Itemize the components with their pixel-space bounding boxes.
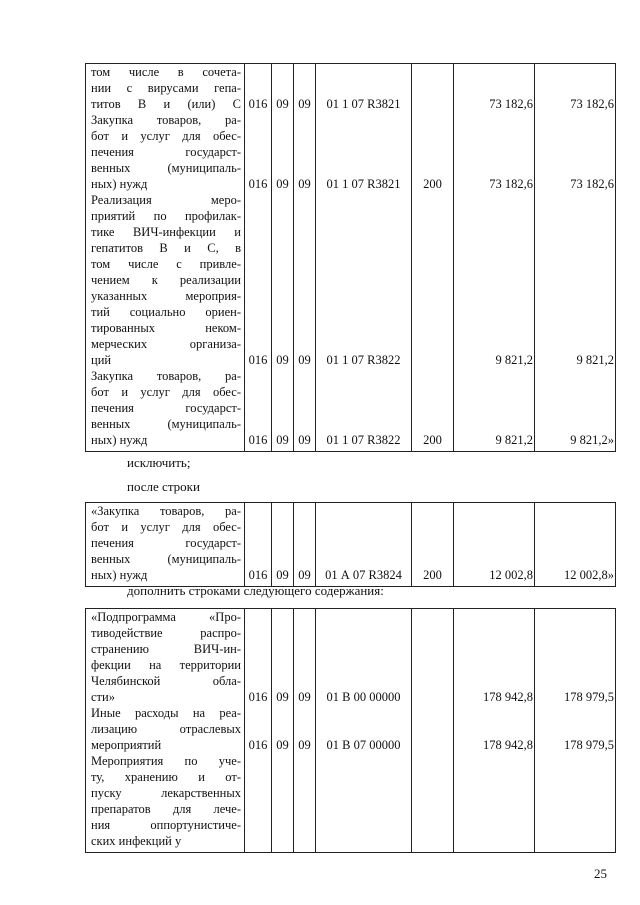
glava-cell (245, 64, 272, 452)
name-line: том числе с привле- (91, 257, 241, 271)
target-value: 01 В 00 00000 (326, 690, 401, 704)
target-value: 01 1 07 R3821 (326, 97, 401, 111)
target-value: 01 1 07 R3822 (326, 353, 401, 367)
after-row-text: после строки (127, 479, 200, 494)
target-value: 01 А 07 R3824 (325, 568, 402, 582)
subsection-value: 09 (298, 568, 311, 582)
section-value: 09 (276, 177, 289, 191)
sum1-value: 9 821,2 (495, 353, 533, 367)
name-line: печения государст- (91, 401, 241, 415)
target-cell (316, 609, 412, 853)
name-line: ций (91, 353, 112, 367)
subsection-value: 09 (298, 690, 311, 704)
glava-value: 016 (248, 353, 268, 367)
target-cell (316, 503, 412, 587)
section-cell (272, 609, 294, 853)
name-cell (86, 64, 245, 452)
budget-table-3 (85, 608, 616, 853)
sum2-cell (535, 503, 616, 587)
vr-cell (412, 609, 454, 853)
sum1-value: 9 821,2 (495, 433, 533, 447)
page-number: 25 (594, 866, 607, 881)
section-cell (272, 64, 294, 452)
subsection-value: 09 (298, 353, 311, 367)
sum2-cell (535, 64, 616, 452)
sum1-value: 12 002,8 (489, 568, 533, 582)
name-line: Мероприятия по уче- (91, 754, 241, 768)
name-line: бот и услуг для обес- (91, 520, 241, 534)
name-line: титов В и (или) С (91, 97, 241, 111)
sum2-value: 12 002,8» (564, 568, 614, 582)
glava-value: 016 (248, 738, 268, 752)
glava-value: 016 (248, 690, 268, 704)
sum2-value: 9 821,2 (576, 353, 614, 367)
name-line: бот и услуг для обес- (91, 129, 241, 143)
name-line: ту, хранению и от- (91, 770, 241, 784)
name-cell (86, 503, 245, 587)
sum1-cell (454, 503, 535, 587)
section-value: 09 (276, 738, 289, 752)
name-line: странению ВИЧ-ин- (91, 642, 241, 656)
sum1-value: 178 942,8 (483, 690, 533, 704)
name-line: указанных мероприя- (91, 289, 241, 303)
sum1-value: 73 182,6 (489, 177, 533, 191)
name-line: Закупка товаров, ра- (91, 113, 241, 127)
name-line: венных (муниципаль- (91, 417, 241, 431)
section-value: 09 (276, 97, 289, 111)
target-value: 01 1 07 R3821 (326, 177, 401, 191)
sum1-value: 178 942,8 (483, 738, 533, 752)
sum1-cell (454, 64, 535, 452)
target-value: 01 В 07 00000 (326, 738, 401, 752)
subsection-value: 09 (298, 177, 311, 191)
name-line: препаратов для лече- (91, 802, 241, 816)
name-line: чением к реализации (91, 273, 241, 287)
glava-value: 016 (248, 97, 268, 111)
glava-value: 016 (248, 177, 268, 191)
table-row (86, 503, 616, 587)
name-line: приятий по профилак- (91, 209, 241, 223)
name-line: печения государст- (91, 536, 241, 550)
table-row (86, 64, 616, 452)
name-line: «Закупка товаров, ра- (91, 504, 241, 518)
table-row (86, 609, 616, 853)
sum1-cell (454, 609, 535, 853)
sum2-cell (535, 609, 616, 853)
name-line: нии с вирусами гепа- (91, 81, 241, 95)
name-line: гепатитов В и С, в (91, 241, 241, 255)
name-line: бот и услуг для обес- (91, 385, 241, 399)
subsection-cell (294, 503, 316, 587)
name-line: мероприятий (91, 738, 162, 752)
sum2-value: 73 182,6 (570, 97, 614, 111)
sum2-value: 178 979,5 (564, 738, 614, 752)
sum1-value: 73 182,6 (489, 97, 533, 111)
section-value: 09 (276, 690, 289, 704)
section-value: 09 (276, 433, 289, 447)
vr-value: 200 (423, 177, 442, 191)
name-line: венных (муниципаль- (91, 161, 241, 175)
name-line: сти» (91, 690, 115, 704)
name-line: тиводействие распро- (91, 626, 241, 640)
section-value: 09 (276, 353, 289, 367)
name-line: венных (муниципаль- (91, 552, 241, 566)
name-line: тике ВИЧ-инфекции и (91, 225, 241, 239)
sum2-value: 73 182,6 (570, 177, 614, 191)
name-line: Иные расходы на реа- (91, 706, 241, 720)
name-line: ных) нужд (91, 177, 148, 191)
glava-cell (245, 503, 272, 587)
name-line: ния оппортунистиче- (91, 818, 241, 832)
name-line: печения государст- (91, 145, 241, 159)
budget-table-1 (85, 63, 616, 452)
glava-cell (245, 609, 272, 853)
name-line: тий социально ориен- (91, 305, 241, 319)
name-line: ных) нужд (91, 433, 148, 447)
vr-cell (412, 64, 454, 452)
name-line: фекции на территории (91, 658, 241, 672)
vr-cell (412, 503, 454, 587)
subsection-value: 09 (298, 97, 311, 111)
section-cell (272, 503, 294, 587)
subsection-cell (294, 64, 316, 452)
glava-value: 016 (248, 568, 268, 582)
subsection-value: 09 (298, 738, 311, 752)
sum2-value: 178 979,5 (564, 690, 614, 704)
name-line: Челябинской обла- (91, 674, 241, 688)
section-value: 09 (276, 568, 289, 582)
subsection-value: 09 (298, 433, 311, 447)
subsection-cell (294, 609, 316, 853)
name-line: ных) нужд (91, 568, 148, 582)
vr-value: 200 (423, 568, 442, 582)
name-line: Реализация меро- (91, 193, 241, 207)
name-line: «Подпрограмма «Про- (91, 610, 241, 624)
name-line: том числе в сочета- (91, 65, 241, 79)
name-line: Закупка товаров, ра- (91, 369, 241, 383)
target-value: 01 1 07 R3822 (326, 433, 401, 447)
name-line: пуску лекарственных (91, 786, 241, 800)
name-line: тированных неком- (91, 321, 241, 335)
glava-value: 016 (248, 433, 268, 447)
target-cell (316, 64, 412, 452)
name-line: лизацию отраслевых (91, 722, 241, 736)
sum2-value: 9 821,2» (570, 433, 614, 447)
supplement-text: дополнить строками следующего содержания: (127, 583, 384, 598)
name-cell (86, 609, 245, 853)
budget-table-2 (85, 502, 616, 587)
name-line: ских инфекций у (91, 834, 182, 848)
exclude-text: исключить; (127, 455, 191, 470)
name-line: мерческих организа- (91, 337, 241, 351)
vr-value: 200 (423, 433, 442, 447)
